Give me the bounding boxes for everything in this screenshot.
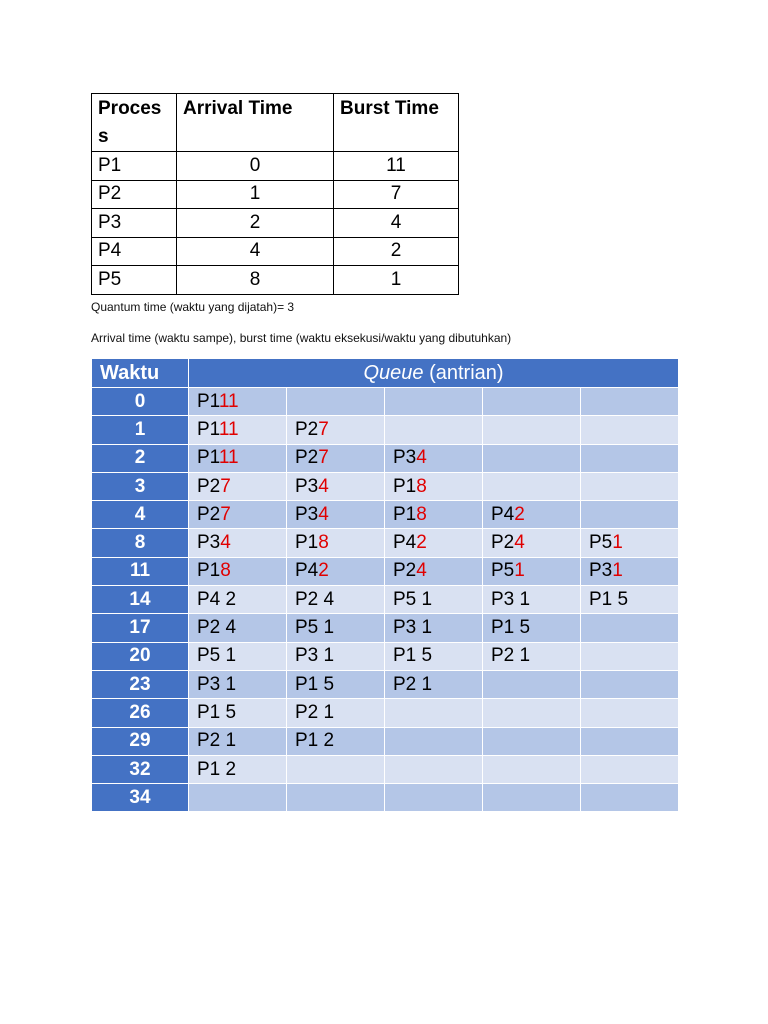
time-cell: 20 <box>92 642 189 670</box>
queue-remaining: 11 <box>218 447 239 469</box>
queue-cell <box>189 416 287 444</box>
queue-cell <box>581 416 679 444</box>
queue-row <box>92 472 679 500</box>
queue-cell: P2 4 <box>287 586 385 614</box>
queue-process: P5 <box>491 560 515 582</box>
time-cell: 26 <box>92 699 189 727</box>
time-cell: 1 <box>92 416 189 444</box>
time-cell: 11 <box>92 557 189 585</box>
queue-process: P1 <box>197 560 221 582</box>
process-table <box>91 93 459 295</box>
queue-cell: P3 1 <box>483 586 581 614</box>
header-burst-time: Burst Time <box>334 94 459 152</box>
queue-cell <box>385 557 483 585</box>
process-name: P2 <box>92 180 177 209</box>
queue-cell <box>581 699 679 727</box>
queue-cell <box>581 557 679 585</box>
queue-cell: P1 5 <box>581 586 679 614</box>
queue-process: P2 <box>491 532 515 554</box>
queue-cell <box>189 784 287 812</box>
queue-cell <box>483 784 581 812</box>
queue-remaining: 2 <box>318 560 329 582</box>
queue-cell <box>385 755 483 783</box>
header-queue-rest: (antrian) <box>423 361 504 384</box>
process-row <box>92 180 459 209</box>
queue-remaining: 1 <box>612 532 623 554</box>
time-cell: 3 <box>92 472 189 500</box>
process-name: P1 <box>92 152 177 181</box>
queue-cell <box>189 529 287 557</box>
queue-row <box>92 699 679 727</box>
queue-cell: P4 2 <box>189 586 287 614</box>
queue-cell <box>385 472 483 500</box>
queue-cell <box>581 529 679 557</box>
queue-cell: P2 1 <box>287 699 385 727</box>
header-arrival-time: Arrival Time <box>177 94 334 152</box>
time-cell: 4 <box>92 501 189 529</box>
queue-process: P3 <box>197 532 221 554</box>
process-row <box>92 237 459 266</box>
process-table-header <box>92 94 459 152</box>
burst-time: 1 <box>334 266 459 295</box>
queue-cell: P2 1 <box>385 670 483 698</box>
queue-cell <box>483 755 581 783</box>
queue-cell <box>483 472 581 500</box>
queue-cell <box>483 501 581 529</box>
queue-remaining: 1 <box>612 560 623 582</box>
process-row <box>92 209 459 238</box>
queue-process: P2 <box>295 418 319 440</box>
queue-row <box>92 670 679 698</box>
arrival-time: 1 <box>177 180 334 209</box>
queue-process: P3 <box>295 475 319 497</box>
queue-cell <box>189 444 287 472</box>
queue-cell <box>189 557 287 585</box>
queue-cell: P1 5 <box>385 642 483 670</box>
burst-time: 2 <box>334 237 459 266</box>
queue-process: P4 <box>295 560 319 582</box>
queue-cell <box>189 501 287 529</box>
queue-cell <box>483 727 581 755</box>
queue-process: P4 <box>491 503 515 525</box>
queue-cell: P1 5 <box>287 670 385 698</box>
queue-remaining: 4 <box>220 532 231 554</box>
time-cell: 29 <box>92 727 189 755</box>
process-row <box>92 152 459 181</box>
queue-cell <box>287 472 385 500</box>
queue-row <box>92 784 679 812</box>
queue-table-header <box>92 359 679 388</box>
queue-cell <box>385 444 483 472</box>
queue-remaining: 8 <box>318 532 329 554</box>
queue-cell <box>287 444 385 472</box>
queue-cell <box>189 388 287 416</box>
queue-cell <box>483 388 581 416</box>
queue-remaining: 4 <box>318 475 329 497</box>
queue-remaining: 7 <box>220 475 231 497</box>
queue-cell <box>287 784 385 812</box>
queue-cell <box>483 699 581 727</box>
time-cell: 17 <box>92 614 189 642</box>
time-cell: 0 <box>92 388 189 416</box>
queue-row <box>92 614 679 642</box>
queue-cell <box>581 501 679 529</box>
queue-cell <box>483 670 581 698</box>
definitions-note: Arrival time (waktu sampe), burst time (waktu eksekusi/waktu yang dibutuhkan) <box>91 331 512 345</box>
queue-cell: P1 2 <box>189 755 287 783</box>
queue-cell <box>483 444 581 472</box>
queue-remaining: 4 <box>318 503 329 525</box>
queue-row <box>92 642 679 670</box>
queue-process: P2 <box>197 475 221 497</box>
queue-cell <box>287 529 385 557</box>
queue-row <box>92 557 679 585</box>
queue-cell <box>581 755 679 783</box>
queue-cell <box>385 501 483 529</box>
burst-time: 7 <box>334 180 459 209</box>
header-waktu: Waktu <box>92 359 189 388</box>
time-cell: 23 <box>92 670 189 698</box>
queue-remaining: 4 <box>416 560 427 582</box>
queue-remaining: 8 <box>416 503 427 525</box>
queue-cell <box>581 670 679 698</box>
queue-cell: P5 1 <box>287 614 385 642</box>
queue-process: P3 <box>295 503 319 525</box>
queue-cell: P2 4 <box>189 614 287 642</box>
burst-time: 11 <box>334 152 459 181</box>
queue-process: P2 <box>393 560 417 582</box>
queue-process: P3 <box>393 447 417 469</box>
queue-cell: P1 5 <box>483 614 581 642</box>
queue-cell <box>385 699 483 727</box>
queue-row <box>92 727 679 755</box>
queue-remaining: 11 <box>218 418 239 440</box>
queue-cell <box>287 501 385 529</box>
queue-cell <box>581 642 679 670</box>
queue-remaining: 7 <box>220 503 231 525</box>
queue-cell: P2 1 <box>189 727 287 755</box>
quantum-note: Quantum time (waktu yang dijatah)= 3 <box>91 300 295 314</box>
queue-cell <box>385 416 483 444</box>
queue-cell: P5 1 <box>189 642 287 670</box>
queue-process: P1 <box>197 418 219 440</box>
process-name: P3 <box>92 209 177 238</box>
queue-cell: P2 1 <box>483 642 581 670</box>
queue-remaining: 7 <box>318 447 329 469</box>
arrival-time: 0 <box>177 152 334 181</box>
process-row <box>92 266 459 295</box>
burst-time: 4 <box>334 209 459 238</box>
queue-cell: P3 1 <box>287 642 385 670</box>
queue-process: P2 <box>197 503 221 525</box>
queue-cell: P1 5 <box>189 699 287 727</box>
queue-cell <box>287 755 385 783</box>
queue-cell <box>385 388 483 416</box>
queue-cell <box>385 727 483 755</box>
process-name: P4 <box>92 237 177 266</box>
queue-table <box>91 358 679 812</box>
queue-cell <box>483 557 581 585</box>
queue-remaining: 4 <box>514 532 525 554</box>
queue-row <box>92 416 679 444</box>
queue-cell <box>385 784 483 812</box>
queue-cell <box>385 529 483 557</box>
time-cell: 34 <box>92 784 189 812</box>
queue-row <box>92 388 679 416</box>
queue-cell <box>581 614 679 642</box>
time-cell: 32 <box>92 755 189 783</box>
queue-remaining: 1 <box>514 560 525 582</box>
queue-cell: P3 1 <box>189 670 287 698</box>
queue-process: P1 <box>197 447 219 469</box>
arrival-time: 2 <box>177 209 334 238</box>
header-queue <box>189 359 679 388</box>
queue-remaining: 4 <box>416 447 427 469</box>
time-cell: 14 <box>92 586 189 614</box>
queue-process: P1 <box>393 503 417 525</box>
queue-cell <box>581 388 679 416</box>
queue-cell <box>189 472 287 500</box>
queue-process: P4 <box>393 532 417 554</box>
header-queue-italic: Queue <box>363 361 424 384</box>
time-cell: 2 <box>92 444 189 472</box>
queue-row <box>92 529 679 557</box>
queue-cell <box>287 388 385 416</box>
queue-remaining: 7 <box>318 418 329 440</box>
queue-remaining: 2 <box>514 503 525 525</box>
header-process: Proces s <box>92 94 177 152</box>
queue-cell <box>581 472 679 500</box>
queue-remaining: 11 <box>218 390 239 412</box>
time-cell: 8 <box>92 529 189 557</box>
queue-row <box>92 501 679 529</box>
queue-process: P2 <box>295 447 319 469</box>
queue-cell <box>287 557 385 585</box>
queue-cell: P3 1 <box>385 614 483 642</box>
queue-cell: P5 1 <box>385 586 483 614</box>
queue-remaining: 8 <box>220 560 231 582</box>
queue-process: P5 <box>589 532 613 554</box>
queue-process: P3 <box>589 560 613 582</box>
queue-process: P1 <box>393 475 417 497</box>
queue-remaining: 8 <box>416 475 427 497</box>
queue-remaining: 2 <box>416 532 427 554</box>
queue-cell: P1 2 <box>287 727 385 755</box>
process-name: P5 <box>92 266 177 295</box>
queue-cell <box>581 784 679 812</box>
queue-cell <box>287 416 385 444</box>
queue-row <box>92 444 679 472</box>
queue-cell <box>581 727 679 755</box>
queue-process: P1 <box>295 532 319 554</box>
queue-process: P1 <box>197 390 219 412</box>
queue-row <box>92 755 679 783</box>
arrival-time: 4 <box>177 237 334 266</box>
queue-row <box>92 586 679 614</box>
queue-cell <box>483 529 581 557</box>
queue-cell <box>581 444 679 472</box>
arrival-time: 8 <box>177 266 334 295</box>
queue-cell <box>483 416 581 444</box>
